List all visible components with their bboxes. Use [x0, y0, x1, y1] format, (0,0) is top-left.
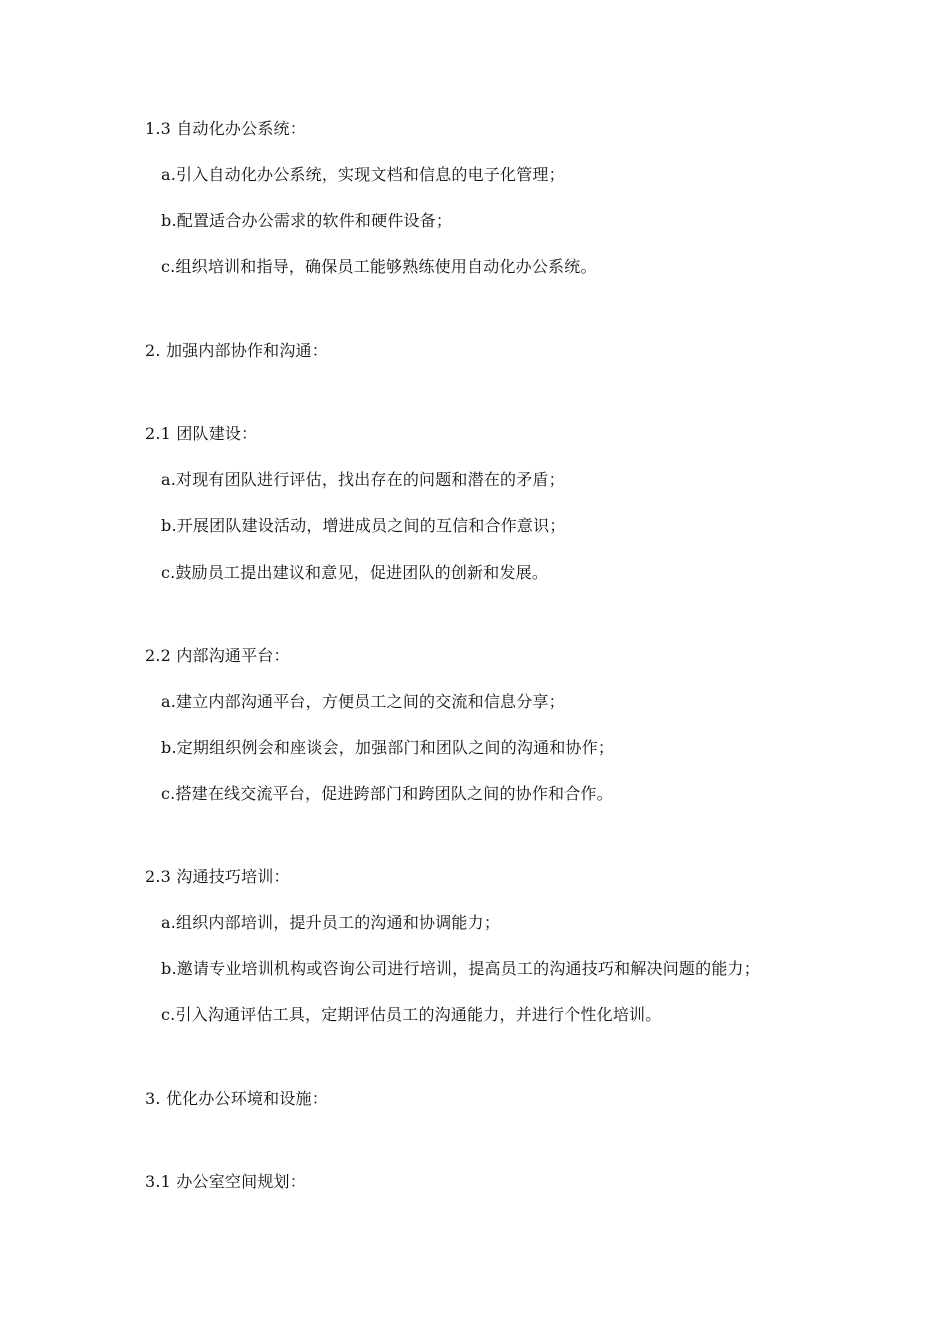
list-item: a.对现有团队进行评估，找出存在的问题和潜在的矛盾；: [161, 470, 565, 489]
list-item: c.鼓励员工提出建议和意见，促进团队的创新和发展。: [161, 563, 549, 582]
section-heading-2-3: 2.3 沟通技巧培训：: [145, 867, 290, 886]
list-item: a.组织内部培训，提升员工的沟通和协调能力；: [161, 913, 501, 932]
section-heading-3: 3. 优化办公环境和设施：: [145, 1089, 328, 1108]
section-heading-2-2: 2.2 内部沟通平台：: [145, 646, 290, 665]
section-heading-3-1: 3.1 办公室空间规划：: [145, 1172, 306, 1191]
list-item: b.配置适合办公需求的软件和硬件设备；: [161, 211, 453, 230]
list-item: a.建立内部沟通平台，方便员工之间的交流和信息分享；: [161, 692, 565, 711]
list-item: a.引入自动化办公系统，实现文档和信息的电子化管理；: [161, 165, 565, 184]
section-heading-2: 2. 加强内部协作和沟通：: [145, 341, 328, 360]
list-item: b.定期组织例会和座谈会，加强部门和团队之间的沟通和协作；: [161, 738, 615, 757]
section-heading-2-1: 2.1 团队建设：: [145, 424, 258, 443]
list-item: c.组织培训和指导，确保员工能够熟练使用自动化办公系统。: [161, 257, 597, 276]
section-heading-1-3: 1.3 自动化办公系统：: [145, 119, 306, 138]
list-item: b.邀请专业培训机构或咨询公司进行培训，提高员工的沟通技巧和解决问题的能力；: [161, 959, 760, 978]
list-item: c.搭建在线交流平台，促进跨部门和跨团队之间的协作和合作。: [161, 784, 613, 803]
list-item: c.引入沟通评估工具，定期评估员工的沟通能力，并进行个性化培训。: [161, 1005, 662, 1024]
list-item: b.开展团队建设活动，增进成员之间的互信和合作意识；: [161, 516, 566, 535]
